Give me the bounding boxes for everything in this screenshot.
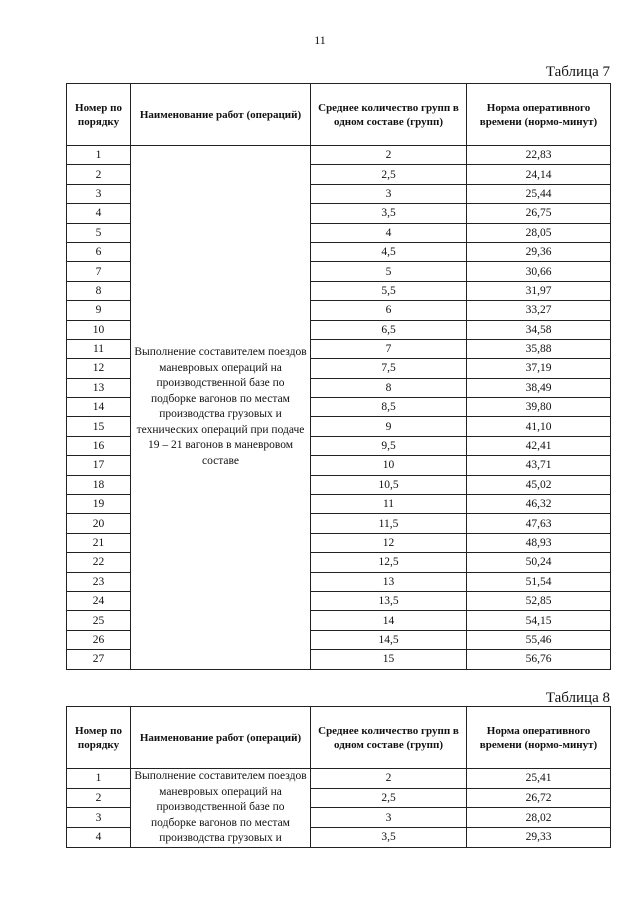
groups-value: 5 bbox=[311, 262, 467, 281]
groups-value: 2,5 bbox=[311, 788, 467, 808]
groups-value: 7,5 bbox=[311, 359, 467, 378]
table-row bbox=[67, 769, 611, 789]
row-number: 3 bbox=[67, 808, 131, 828]
table-row bbox=[67, 146, 611, 165]
row-number: 6 bbox=[67, 242, 131, 261]
groups-value: 3,5 bbox=[311, 204, 467, 223]
row-number: 11 bbox=[67, 339, 131, 358]
norm-value: 24,14 bbox=[467, 165, 611, 184]
work-description: Выполнение составителем поездов маневровых операций на производственной базе по подборке вагонов по местам производства грузовых и bbox=[131, 769, 311, 848]
norm-value: 54,15 bbox=[467, 611, 611, 630]
groups-value: 7 bbox=[311, 339, 467, 358]
row-number: 27 bbox=[67, 650, 131, 669]
groups-value: 14,5 bbox=[311, 630, 467, 649]
norm-value: 35,88 bbox=[467, 339, 611, 358]
row-number: 7 bbox=[67, 262, 131, 281]
row-number: 19 bbox=[67, 495, 131, 514]
row-number: 2 bbox=[67, 788, 131, 808]
row-number: 9 bbox=[67, 301, 131, 320]
page-number: 11 bbox=[314, 33, 326, 47]
norm-value: 29,33 bbox=[467, 827, 611, 847]
norm-value: 34,58 bbox=[467, 320, 611, 339]
groups-value: 13 bbox=[311, 572, 467, 591]
groups-value: 2 bbox=[311, 146, 467, 165]
row-number: 21 bbox=[67, 533, 131, 552]
header-work-name: Наименование работ (операций) bbox=[131, 84, 311, 146]
header-groups: Среднее количество групп в одном составе (групп) bbox=[311, 84, 467, 146]
norm-value: 26,75 bbox=[467, 204, 611, 223]
norm-value: 39,80 bbox=[467, 398, 611, 417]
norm-value: 43,71 bbox=[467, 456, 611, 475]
groups-value: 4,5 bbox=[311, 242, 467, 261]
norm-value: 48,93 bbox=[467, 533, 611, 552]
groups-value: 5,5 bbox=[311, 281, 467, 300]
norm-value: 41,10 bbox=[467, 417, 611, 436]
groups-value: 12 bbox=[311, 533, 467, 552]
norm-value: 25,41 bbox=[467, 769, 611, 789]
groups-value: 9 bbox=[311, 417, 467, 436]
groups-value: 3,5 bbox=[311, 827, 467, 847]
row-number: 3 bbox=[67, 184, 131, 203]
groups-value: 6 bbox=[311, 301, 467, 320]
groups-value: 2 bbox=[311, 769, 467, 789]
row-number: 2 bbox=[67, 165, 131, 184]
row-number: 13 bbox=[67, 378, 131, 397]
table-header-row bbox=[67, 84, 611, 146]
norm-value: 42,41 bbox=[467, 436, 611, 455]
header-number: Номер по порядку bbox=[67, 707, 131, 769]
norm-value: 33,27 bbox=[467, 301, 611, 320]
norm-value: 38,49 bbox=[467, 378, 611, 397]
norm-value: 52,85 bbox=[467, 591, 611, 610]
table-header-row bbox=[67, 707, 611, 769]
row-number: 8 bbox=[67, 281, 131, 300]
groups-value: 3 bbox=[311, 808, 467, 828]
header-work-name: Наименование работ (операций) bbox=[131, 707, 311, 769]
table-8-body bbox=[67, 769, 611, 848]
norm-value: 22,83 bbox=[467, 146, 611, 165]
groups-value: 9,5 bbox=[311, 436, 467, 455]
norm-value: 37,19 bbox=[467, 359, 611, 378]
norm-value: 31,97 bbox=[467, 281, 611, 300]
row-number: 14 bbox=[67, 398, 131, 417]
row-number: 24 bbox=[67, 591, 131, 610]
row-number: 5 bbox=[67, 223, 131, 242]
norm-value: 56,76 bbox=[467, 650, 611, 669]
groups-value: 11,5 bbox=[311, 514, 467, 533]
row-number: 4 bbox=[67, 204, 131, 223]
norm-table-7 bbox=[66, 83, 611, 670]
groups-value: 10,5 bbox=[311, 475, 467, 494]
table-7-title: Таблица 7 bbox=[545, 64, 610, 80]
norm-value: 45,02 bbox=[467, 475, 611, 494]
work-description: Выполнение составителем поездов маневровых операций на производственной базе по подборке вагонов по местам производства грузовых и технических операций при подаче 19 – 21 вагонов в маневровом составе bbox=[131, 146, 311, 670]
groups-value: 10 bbox=[311, 456, 467, 475]
norm-value: 46,32 bbox=[467, 495, 611, 514]
table-8-title: Таблица 8 bbox=[545, 690, 610, 706]
norm-value: 30,66 bbox=[467, 262, 611, 281]
groups-value: 13,5 bbox=[311, 591, 467, 610]
header-norm: Норма оперативного времени (нормо-минут) bbox=[467, 707, 611, 769]
row-number: 4 bbox=[67, 827, 131, 847]
norm-value: 50,24 bbox=[467, 553, 611, 572]
norm-value: 26,72 bbox=[467, 788, 611, 808]
groups-value: 14 bbox=[311, 611, 467, 630]
row-number: 20 bbox=[67, 514, 131, 533]
norm-table-8 bbox=[66, 706, 611, 848]
row-number: 23 bbox=[67, 572, 131, 591]
row-number: 26 bbox=[67, 630, 131, 649]
groups-value: 8 bbox=[311, 378, 467, 397]
row-number: 1 bbox=[67, 146, 131, 165]
row-number: 15 bbox=[67, 417, 131, 436]
row-number: 12 bbox=[67, 359, 131, 378]
groups-value: 12,5 bbox=[311, 553, 467, 572]
groups-value: 15 bbox=[311, 650, 467, 669]
row-number: 25 bbox=[67, 611, 131, 630]
norm-value: 55,46 bbox=[467, 630, 611, 649]
row-number: 16 bbox=[67, 436, 131, 455]
row-number: 17 bbox=[67, 456, 131, 475]
groups-value: 4 bbox=[311, 223, 467, 242]
norm-value: 25,44 bbox=[467, 184, 611, 203]
header-norm: Норма оперативного времени (нормо-минут) bbox=[467, 84, 611, 146]
groups-value: 8,5 bbox=[311, 398, 467, 417]
norm-value: 47,63 bbox=[467, 514, 611, 533]
table-7-body bbox=[67, 146, 611, 670]
groups-value: 6,5 bbox=[311, 320, 467, 339]
groups-value: 2,5 bbox=[311, 165, 467, 184]
norm-value: 51,54 bbox=[467, 572, 611, 591]
row-number: 18 bbox=[67, 475, 131, 494]
norm-value: 28,02 bbox=[467, 808, 611, 828]
norm-value: 29,36 bbox=[467, 242, 611, 261]
row-number: 1 bbox=[67, 769, 131, 789]
row-number: 22 bbox=[67, 553, 131, 572]
header-number: Номер по порядку bbox=[67, 84, 131, 146]
row-number: 10 bbox=[67, 320, 131, 339]
groups-value: 3 bbox=[311, 184, 467, 203]
norm-value: 28,05 bbox=[467, 223, 611, 242]
groups-value: 11 bbox=[311, 495, 467, 514]
header-groups: Среднее количество групп в одном составе (групп) bbox=[311, 707, 467, 769]
